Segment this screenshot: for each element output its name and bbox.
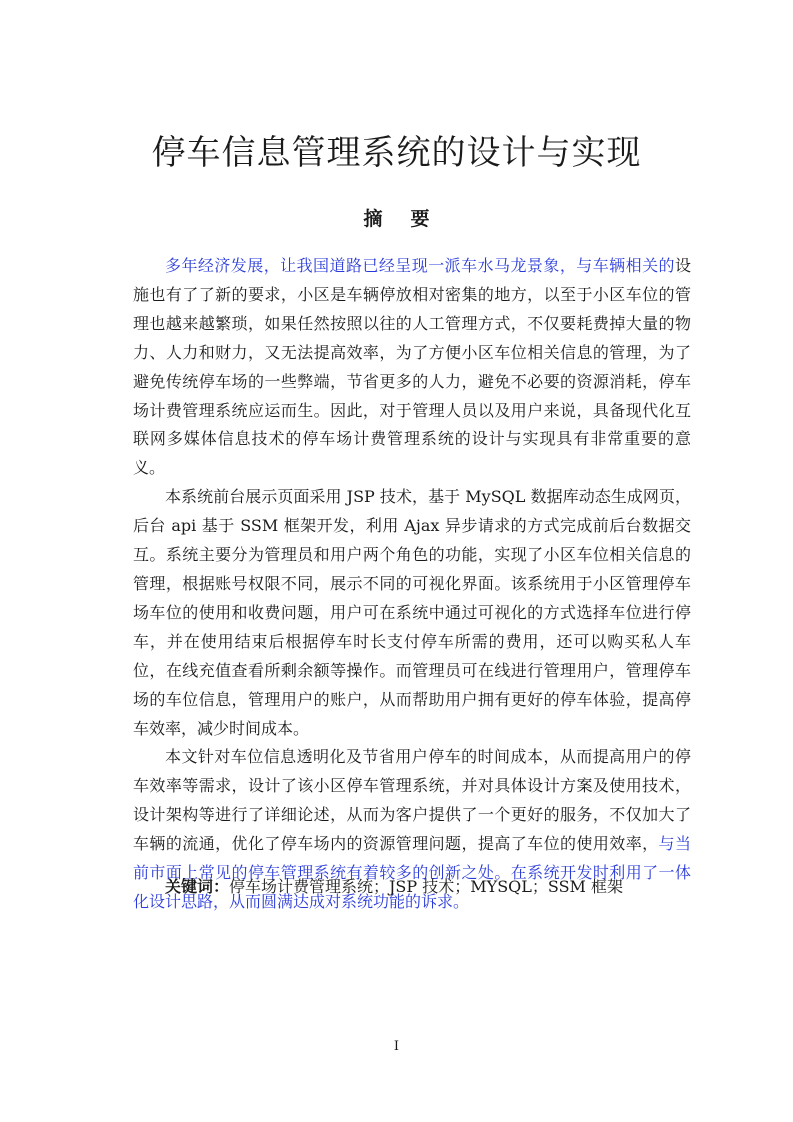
page-number: I — [393, 1039, 400, 1054]
paragraph-text: 本文针对车位信息透明化及节省用户停车的时间成本，从而提高用户的停车效率等需求，设计了该小区停车管理系统，并对具体设计方案及使用技术，设计架构等进行了详细论述，从而为客户提供了一个更好的服务，不仅加大了车辆的流通，优化了停车场内的资源管理问题，提高了车位的使用效率， — [133, 747, 691, 854]
paragraph-text: 设施也有了了新的要求，小区是车辆停放相对密集的地方，以至于小区车位的管理也越来越繁琐，如果任然按照以往的人工管理方式，不仅要耗费掉大量的物力、人力和财力，又无法提高效率，为了方便小区车位相关信息的管理，为了避免传统停车场的一些弊端，节省更多的人力，避免不必要的资源消耗，停车场计费管理系统应运而生。因此，对于管理人员以及用户来说，具备现代化互联网多媒体信息技术的停车场计费管理系统的设计与实现具有非常重要的意义。 — [133, 256, 691, 478]
document-title: 停车信息管理系统的设计与实现 — [151, 133, 642, 173]
keywords-value: 停车场计费管理系统；JSP 技术；MYSQL；SSM 框架 — [229, 877, 624, 896]
abstract-heading-char-1: 摘 — [363, 208, 383, 230]
highlighted-text: 与当前市面上常见的停车管理系统有着较多的创新之处。在系统开发时利用了一体化设计思路，从而圆满达成对系统功能的诉求。 — [133, 834, 691, 911]
abstract-heading — [0, 206, 793, 232]
abstract-heading-char-2: 要 — [410, 208, 430, 230]
keywords-line — [165, 876, 623, 898]
abstract-body — [133, 252, 691, 917]
highlighted-text: 多年经济发展，让我国道路已经呈现一派车水马龙景象，与车辆相关的 — [165, 256, 675, 275]
paragraph-text: 本系统前台展示页面采用 JSP 技术，基于 MySQL 数据库动态生成网页，后台 api 基于 SSM 框架开发，利用 Ajax 异步请求的方式完成前后台数据交互。系统主要分为管理员和用户两个角色的功能，实现了小区车位相关信息的管理，根据账号权限不同，展示不同的可视化界面。该系统用于小区管理停车场车位的使用和收费问题，用户可在系统中通过可视化的方式选择车位进行停车，并在使用结束后根据停车时长支付停车所需的费用，还可以购买私人车位，在线充值查看所剩余额等操作。而管理员可在线进行管理用户，管理停车场的车位信息，管理用户的账户，从而帮助用户拥有更好的停车体验，提高停车效率，减少时间成本。 — [133, 487, 691, 738]
abstract-paragraph-2 — [133, 483, 691, 743]
keywords-label: 关键词： — [165, 877, 230, 896]
abstract-paragraph-1 — [133, 252, 691, 483]
